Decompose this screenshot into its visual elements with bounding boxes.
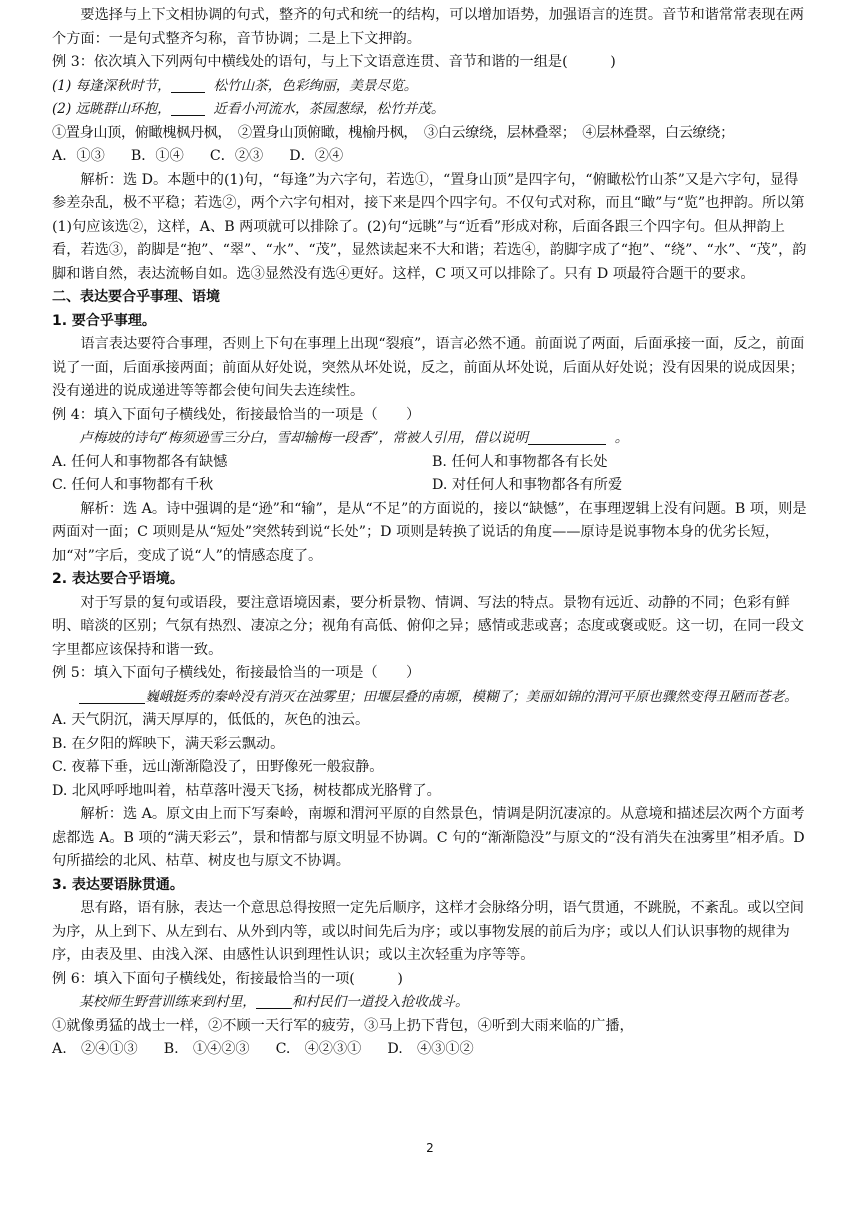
subsection-1-heading: 1. 要合乎事理。 (52, 312, 156, 329)
example-4-analysis: 解析：选 A。诗中强调的是“逊”和“输”，是从“不足”的方面说的，接以“缺憾”，在事理逻辑上没有问题。B 项，则是两面对一面；C 项则是从“短处”突然转到说“长处”；D 项则是转换了说话的角度——原诗是说事物本身的优劣长短，加“对”字后，变成了说“人”的情感态度了。 (52, 500, 807, 564)
option-d: D. 北风呼呼地叫着，枯草落叶漫天飞扬，树枝都成光胳臂了。 (52, 782, 441, 799)
option-a: A. 天气阴沉，满天厚厚的，低低的，灰色的浊云。 (52, 712, 370, 728)
example-3-analysis: 解析：选 D。本题中的(1)句，“每逢”为六字句，若选①，“置身山顶”是四字句，“俯瞰松竹山茶”又是六字句，显得参差杂乱，极不平稳；若选②，两个六字句相对，接下来是四个四字句。不仅句式对称，而且“瞰”与“览”也押韵。所以第(1)句应该选②，这样，A、B 两项就可以排除了。(2)句“远眺”与“近看”形成对称，后面各跟三个四字句。但从押韵上看，若选③，韵脚是“抱”、“翠”、“水”、“茂”，显然读起来不大和谐；若选④，韵脚字成了“抱”、“绕”、“水”、“茂”，韵脚和谐自然，表达流畅自如。选③显然没有选④更好。这样，C 项又可以排除了。只有 D 项最符合题干的要求。 (52, 171, 807, 282)
option-a: A．①③ (52, 148, 105, 164)
option-c: C. ④②③① (275, 1041, 362, 1057)
example-3-question: 例 3：依次填入下列两句中横线处的语句，与上下文语意连贯、音节和谐的一组是( ) (52, 54, 616, 70)
example-3-sentence-2: (2) 远眺群山环抱， 近看小河流水，茶园葱绿，松竹并茂。 (52, 101, 445, 117)
subsection-3-body: 思有路，语有脉，表达一个意思总得按照一定先后顺序，这样才会脉络分明，语气贯通，不跳脱，不紊乱。或以空间为序，从上到下、从左到右、从外到内等，或以时间先后为序；或以事物发展的前后为序；或以人们认识事物的规律为序，由表及里、由浅入深、由感性认识到理性认识；或以主次轻重为序等等。 (52, 900, 804, 963)
example-6-choices: ①就像勇猛的战士一样，②不顾一天行军的疲劳，③马上扔下背包，④听到大雨来临的广播， (52, 1017, 634, 1034)
subsection-3-heading: 3. 表达要语脉贯通。 (52, 876, 184, 893)
intro-paragraph: 要选择与上下文相协调的句式，整齐的句式和统一的结构，可以增加语势，加强语言的连贯。音节和谐常常表现在两个方面：一是句式整齐匀称，音节协调；二是上下文押韵。 (52, 7, 804, 47)
option-a: A. 任何人和事物都各有缺憾 (52, 453, 228, 470)
example-4-options-row-2 (52, 474, 812, 498)
section-2-heading: 二、表达要合乎事理、语境 (52, 289, 220, 305)
example-4-stem: 卢梅坡的诗句“梅须逊雪三分白，雪却输梅一段香”，常被人引用，借以说明 。 (79, 430, 629, 446)
option-d: D. 对任何人和事物都各有所爱 (432, 477, 623, 493)
example-4-question: 例 4：填入下面句子横线处，衔接最恰当的一项是（ ） (52, 406, 421, 423)
example-5-analysis: 解析：选 A。原文由上而下写秦岭，南塬和渭河平原的自然景色，情调是阴沉凄凉的。从意境和描述层次两个方面考虑都选 A。B 项的“满天彩云”，景和情都与原文明显不协调。C 句的“渐渐隐没”与原文的“没有消失在浊雾里”相矛盾。D 句所描绘的北风、枯草、树皮也与原文不协调。 (52, 806, 805, 869)
page-number: 2 (426, 1141, 434, 1155)
subsection-2-body: 对于写景的复句或语段，要注意语境因素，要分析景物、情调、写法的特点。景物有远近、动静的不同；色彩有鲜明、暗淡的区别；气氛有热烈、凄凉之分；视角有高低、俯仰之异；感情或悲或喜；态度或褒或贬。这一切，在同一段文字里都应该保持和谐一致。 (52, 594, 804, 658)
option-c: C. 任何人和事物都有千秋 (52, 477, 214, 493)
answer-blank (171, 76, 205, 93)
answer-blank (528, 428, 606, 445)
subsection-2-heading: 2. 表达要合乎语境。 (52, 571, 184, 587)
answer-blank (171, 99, 205, 116)
example-6-stem: 某校师生野营训练来到村里， 和村民们一道投入抢收战斗。 (79, 994, 469, 1010)
option-b: B. 任何人和事物都各有长处 (432, 453, 608, 470)
document-page (52, 4, 812, 1062)
option-c: C. 夜幕下垂，远山渐渐隐没了，田野像死一般寂静。 (52, 759, 384, 775)
answer-blank (256, 992, 292, 1009)
example-4-options-row-1 (52, 451, 812, 475)
example-5-stem: 巍峨挺秀的秦岭没有消灭在浊雾里；田堰层叠的南塬，模糊了；美丽如锦的渭河平原也骤然变得丑陋而苍老。 (52, 686, 812, 710)
example-5-question: 例 5：填入下面句子横线处，衔接最恰当的一项是（ ） (52, 665, 421, 681)
option-d: D. ④③①② (387, 1041, 474, 1057)
answer-blank (79, 687, 145, 704)
option-c: C．②③ (209, 148, 264, 164)
example-6-options (52, 1038, 812, 1062)
example-3-sentence-1: (1) 每逢深秋时节， 松竹山茶，色彩绚丽，美景尽览。 (52, 77, 418, 94)
option-b: B. ①④②③ (163, 1041, 250, 1057)
subsection-1-body: 语言表达要符合事理，否则上下句在事理上出现“裂痕”，语言必然不通。前面说了两面，后面承接一面，反之，前面说了一面，后面承接两面；前面从好处说，突然从坏处说，反之，前面从坏处说，后面从好处说；没有因果的说成因果；没有递进的说成递进等等都会使句间失去连续性。 (52, 336, 805, 399)
option-d: D．②④ (289, 148, 344, 164)
option-a: A. ②④①③ (52, 1041, 138, 1057)
example-3-choices: ①置身山顶，俯瞰槐枫丹枫， ②置身山顶俯瞰，槐榆丹枫， ③白云缭绕，层林叠翠； ④层林叠翠，白云缭绕； (52, 124, 734, 141)
example-3-options (52, 145, 812, 169)
option-b: B. 在夕阳的辉映下，满天彩云飘动。 (52, 735, 285, 752)
option-b: B．①④ (130, 148, 184, 164)
example-6-question: 例 6：填入下面句子横线处，衔接最恰当的一项( ) (52, 970, 403, 987)
